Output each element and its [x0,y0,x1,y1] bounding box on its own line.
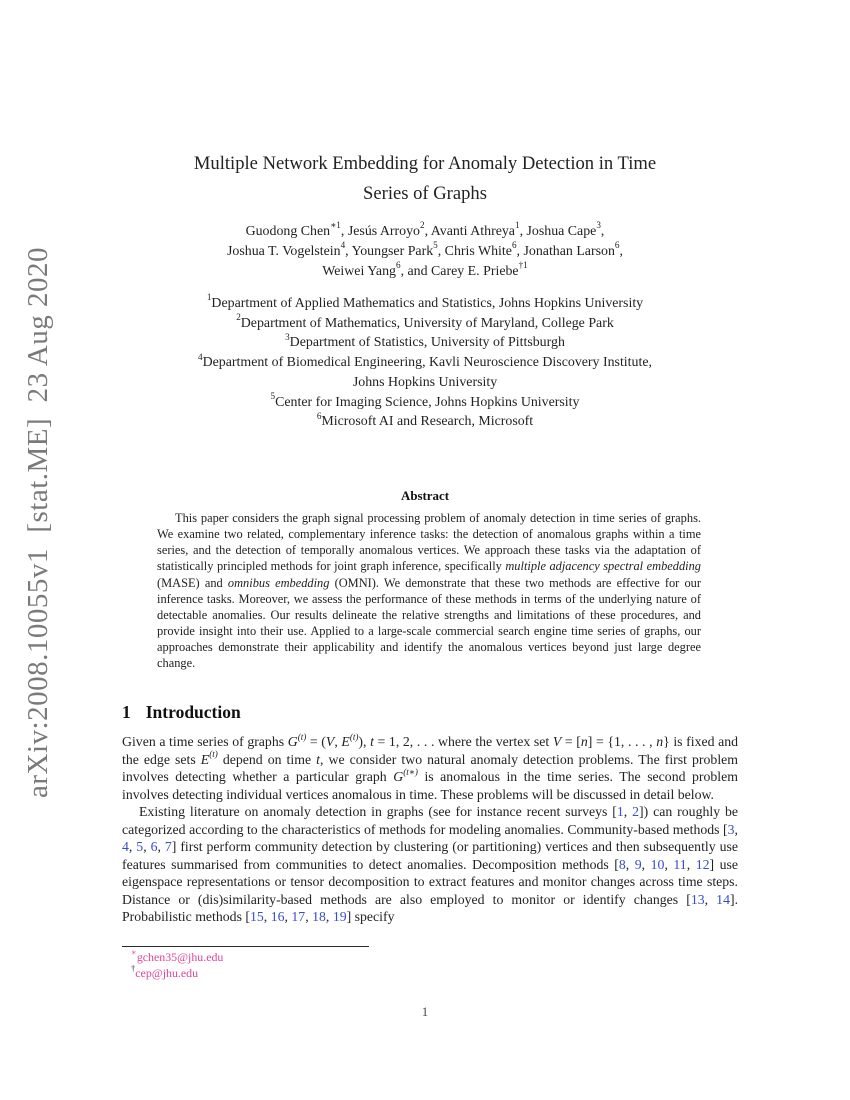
affiliation-line [70,412,780,432]
text-run: , [686,856,696,872]
affiliation-line [70,333,780,353]
text-run: (t∗) [403,766,418,777]
text-run: , [734,821,738,837]
text-run: Johns Hopkins University [352,374,498,390]
text-run: , [325,909,333,925]
citation-link[interactable]: 13 [690,891,705,907]
text-run: V [325,734,335,749]
citation-link[interactable]: 4 [122,839,129,855]
intro-paragraph-2 [122,803,738,926]
text-run: n [656,734,664,749]
text-run: , [600,224,605,239]
text-run: is anomalous in the time series. The second problem involves detecting individual vertices anomalous in time. These problems will be discussed in detail below. [122,769,738,802]
text-run: 3 [285,331,290,342]
text-run: (t) [349,731,359,742]
text-run: , [305,909,313,925]
text-run: Department of Biomedical Engineering, Kavli Neuroscience Discovery Institute, [202,355,652,371]
text-run: , Avanti Athreya [424,224,515,239]
text-run: depend on time [217,751,317,767]
text-run: †1 [518,260,528,271]
page-number: 1 [421,1004,429,1019]
text-run: 6 [316,410,322,421]
text-run: , Jesús Arroyo [340,224,420,239]
text-run: 4 [340,240,346,251]
text-run: 5 [270,390,276,401]
title-line-2: Series of Graphs [363,182,487,204]
abstract-text [157,510,701,672]
text-run: , Chris White [437,244,512,259]
text-run: 2 [420,220,425,231]
text-run: = 1, 2, . . . where the vertex set [373,734,553,749]
footnote-marker: ∗ [131,947,137,958]
text-run: , [625,856,635,872]
text-run: , [128,839,137,855]
text-run: Center for Imaging Science, Johns Hopkins University [275,394,580,410]
text-run: , we consider two natural anomaly detection problems. The first problem involves detecting whether a particular graph [122,751,739,785]
citation-link[interactable]: 7 [164,839,172,855]
text-run: ] specify [346,909,395,925]
citation-link[interactable]: 8 [618,856,626,872]
text-run: 2 [236,312,241,323]
text-run: ] use eigenspace representations or tensor decomposition to extract features and monitor changes across time steps. Distance or (dis)similarity-based methods are also employed to monitor or identify changes [ [122,856,739,907]
citation-link[interactable]: 17 [291,909,306,925]
text-run: = ( [306,734,326,749]
text-run: 6 [395,260,401,271]
citation-link[interactable]: 6 [150,839,158,855]
affiliation-line [70,314,780,334]
text-run: (t) [297,731,307,742]
text-run: 1 [206,292,212,303]
text-run: 1 [514,220,520,231]
text-run: 3 [596,220,601,231]
footnote-rule [122,946,369,947]
text-run: Department of Applied Mathematics and Statistics, Johns Hopkins University [211,296,644,311]
citation-link[interactable]: 5 [136,839,144,855]
text-run: , [284,909,292,925]
citation-link[interactable]: 11 [673,856,687,872]
footnote [131,962,223,982]
text-run: Given a time series of graphs [122,734,288,749]
email-link[interactable]: cep@jhu.edu [135,965,199,980]
citation-link[interactable]: 15 [250,909,264,925]
paper-title [60,149,790,208]
text-run: = [ [561,734,581,749]
text-run: t [370,734,374,749]
text-run: } is fixed and the edge sets [122,734,739,767]
citation-link[interactable]: 1 [616,804,624,820]
text-run: G [393,769,404,785]
text-run: 6 [511,240,517,251]
text-run: t [316,751,320,767]
text-run: Microsoft AI and Research, Microsoft [321,414,534,430]
author-line [90,222,760,242]
citation-link[interactable]: 3 [727,821,735,837]
text-run: , [263,909,271,925]
text-run: , and Carey E. Priebe [400,264,519,279]
intro-paragraph-1 [122,733,738,803]
text-run: multiple adjacency spectral embedding [505,559,701,574]
text-run: n [580,734,588,749]
citation-link[interactable]: 12 [695,856,710,872]
arxiv-watermark: arXiv:2008.10055v1 [stat.ME] 23 Aug 2020 [22,246,54,798]
text-run: omnibus embedding [227,575,330,590]
footnote-marker: † [131,962,136,973]
abstract-heading: Abstract [401,489,449,503]
affiliation-line [70,353,780,373]
author-line [90,262,760,282]
text-run: Department of Mathematics, University of Maryland, College Park [240,315,614,331]
text-run: ] = {1, . . . , [587,734,657,749]
footnote [131,947,224,966]
text-run: (t) [209,749,218,760]
text-run: , Jonathan Larson [516,244,615,259]
author-line [90,242,760,262]
text-run: , Youngser Park [345,244,434,259]
section-number: 1 [122,702,131,722]
text-run: ] first perform community detection by clustering (or partitioning) vertices and then subsequently use features summarised from communities to detect anomalies. Decomposition methods [ [122,839,738,872]
text-run: , [619,244,623,259]
section-title: Introduction [145,702,241,722]
text-run: (OMNI). We demonstrate that these two methods are effective for our inference tasks. Moreover, we assess the performance of these methods in terms of the underlying nature of detectable anomalies. Our results delineate the relative strengths and limitations of these procedures, and provide insight into their use. Applied to a large-scale commercial search engine time series of graphs, our approaches demonstrate their applicability and identify the anomalous vertices beyond just large degree change. [157,575,701,671]
citation-link[interactable]: 9 [634,856,642,872]
citation-link[interactable]: 14 [716,891,730,907]
citation-link[interactable]: 19 [332,909,347,925]
text-run: Guodong Chen [245,224,331,239]
citation-link[interactable]: 18 [312,909,326,925]
text-run: , [143,839,151,855]
title-line-1: Multiple Network Embedding for Anomaly Detection in Time [193,153,657,174]
section-heading-introduction [122,702,241,723]
text-run: E [200,751,210,767]
text-run: ∗1 [330,220,341,231]
affiliation-list [70,294,780,432]
text-run: (MASE) and [157,575,228,590]
introduction-body [122,733,738,926]
text-run: 5 [433,240,438,251]
text-run: , [334,734,342,749]
text-run: Department of Statistics, University of Pittsburgh [289,335,565,351]
affiliation-line [70,294,780,314]
email-link[interactable]: gchen35@jhu.edu [136,950,224,964]
text-run: V [552,734,562,749]
affiliation-line [70,373,780,393]
text-run: , [641,856,651,872]
citation-link[interactable]: 2 [632,804,640,820]
citation-link[interactable]: 16 [270,909,285,925]
text-run: G [287,734,298,749]
text-run: , [664,856,674,872]
text-run: Weiwei Yang [322,264,396,279]
text-run: ]) can roughly be categorized according to the characteristics of methods for modeling anomalies. Community-based methods [ [122,804,739,837]
citation-link[interactable]: 10 [650,856,665,872]
text-run: ]. Probabilistic methods [ [122,891,739,925]
text-run: Existing literature on anomaly detection in graphs (see for instance recent surveys [ [139,804,617,820]
text-run: , [157,839,165,855]
author-list [90,222,760,282]
text-run: E [341,734,350,749]
text-run: Joshua T. Vogelstein [227,244,341,259]
footnote-list [131,947,224,981]
text-run: , [704,891,717,907]
text-run: ), [358,734,371,749]
text-run: , Joshua Cape [519,224,597,239]
text-run: 6 [614,240,620,251]
affiliation-line [70,390,780,413]
text-run: This paper considers the graph signal processing problem of anomaly detection in time series of graphs. We examine two related, complementary inference tasks: the detection of anomalous graphs within a time series, and the detection of temporally anomalous vertices. We approach these tasks via the adaptation of statistically principled methods for joint graph inference, specifically [157,511,701,574]
text-run: 4 [198,351,203,362]
text-run: , [623,804,633,820]
